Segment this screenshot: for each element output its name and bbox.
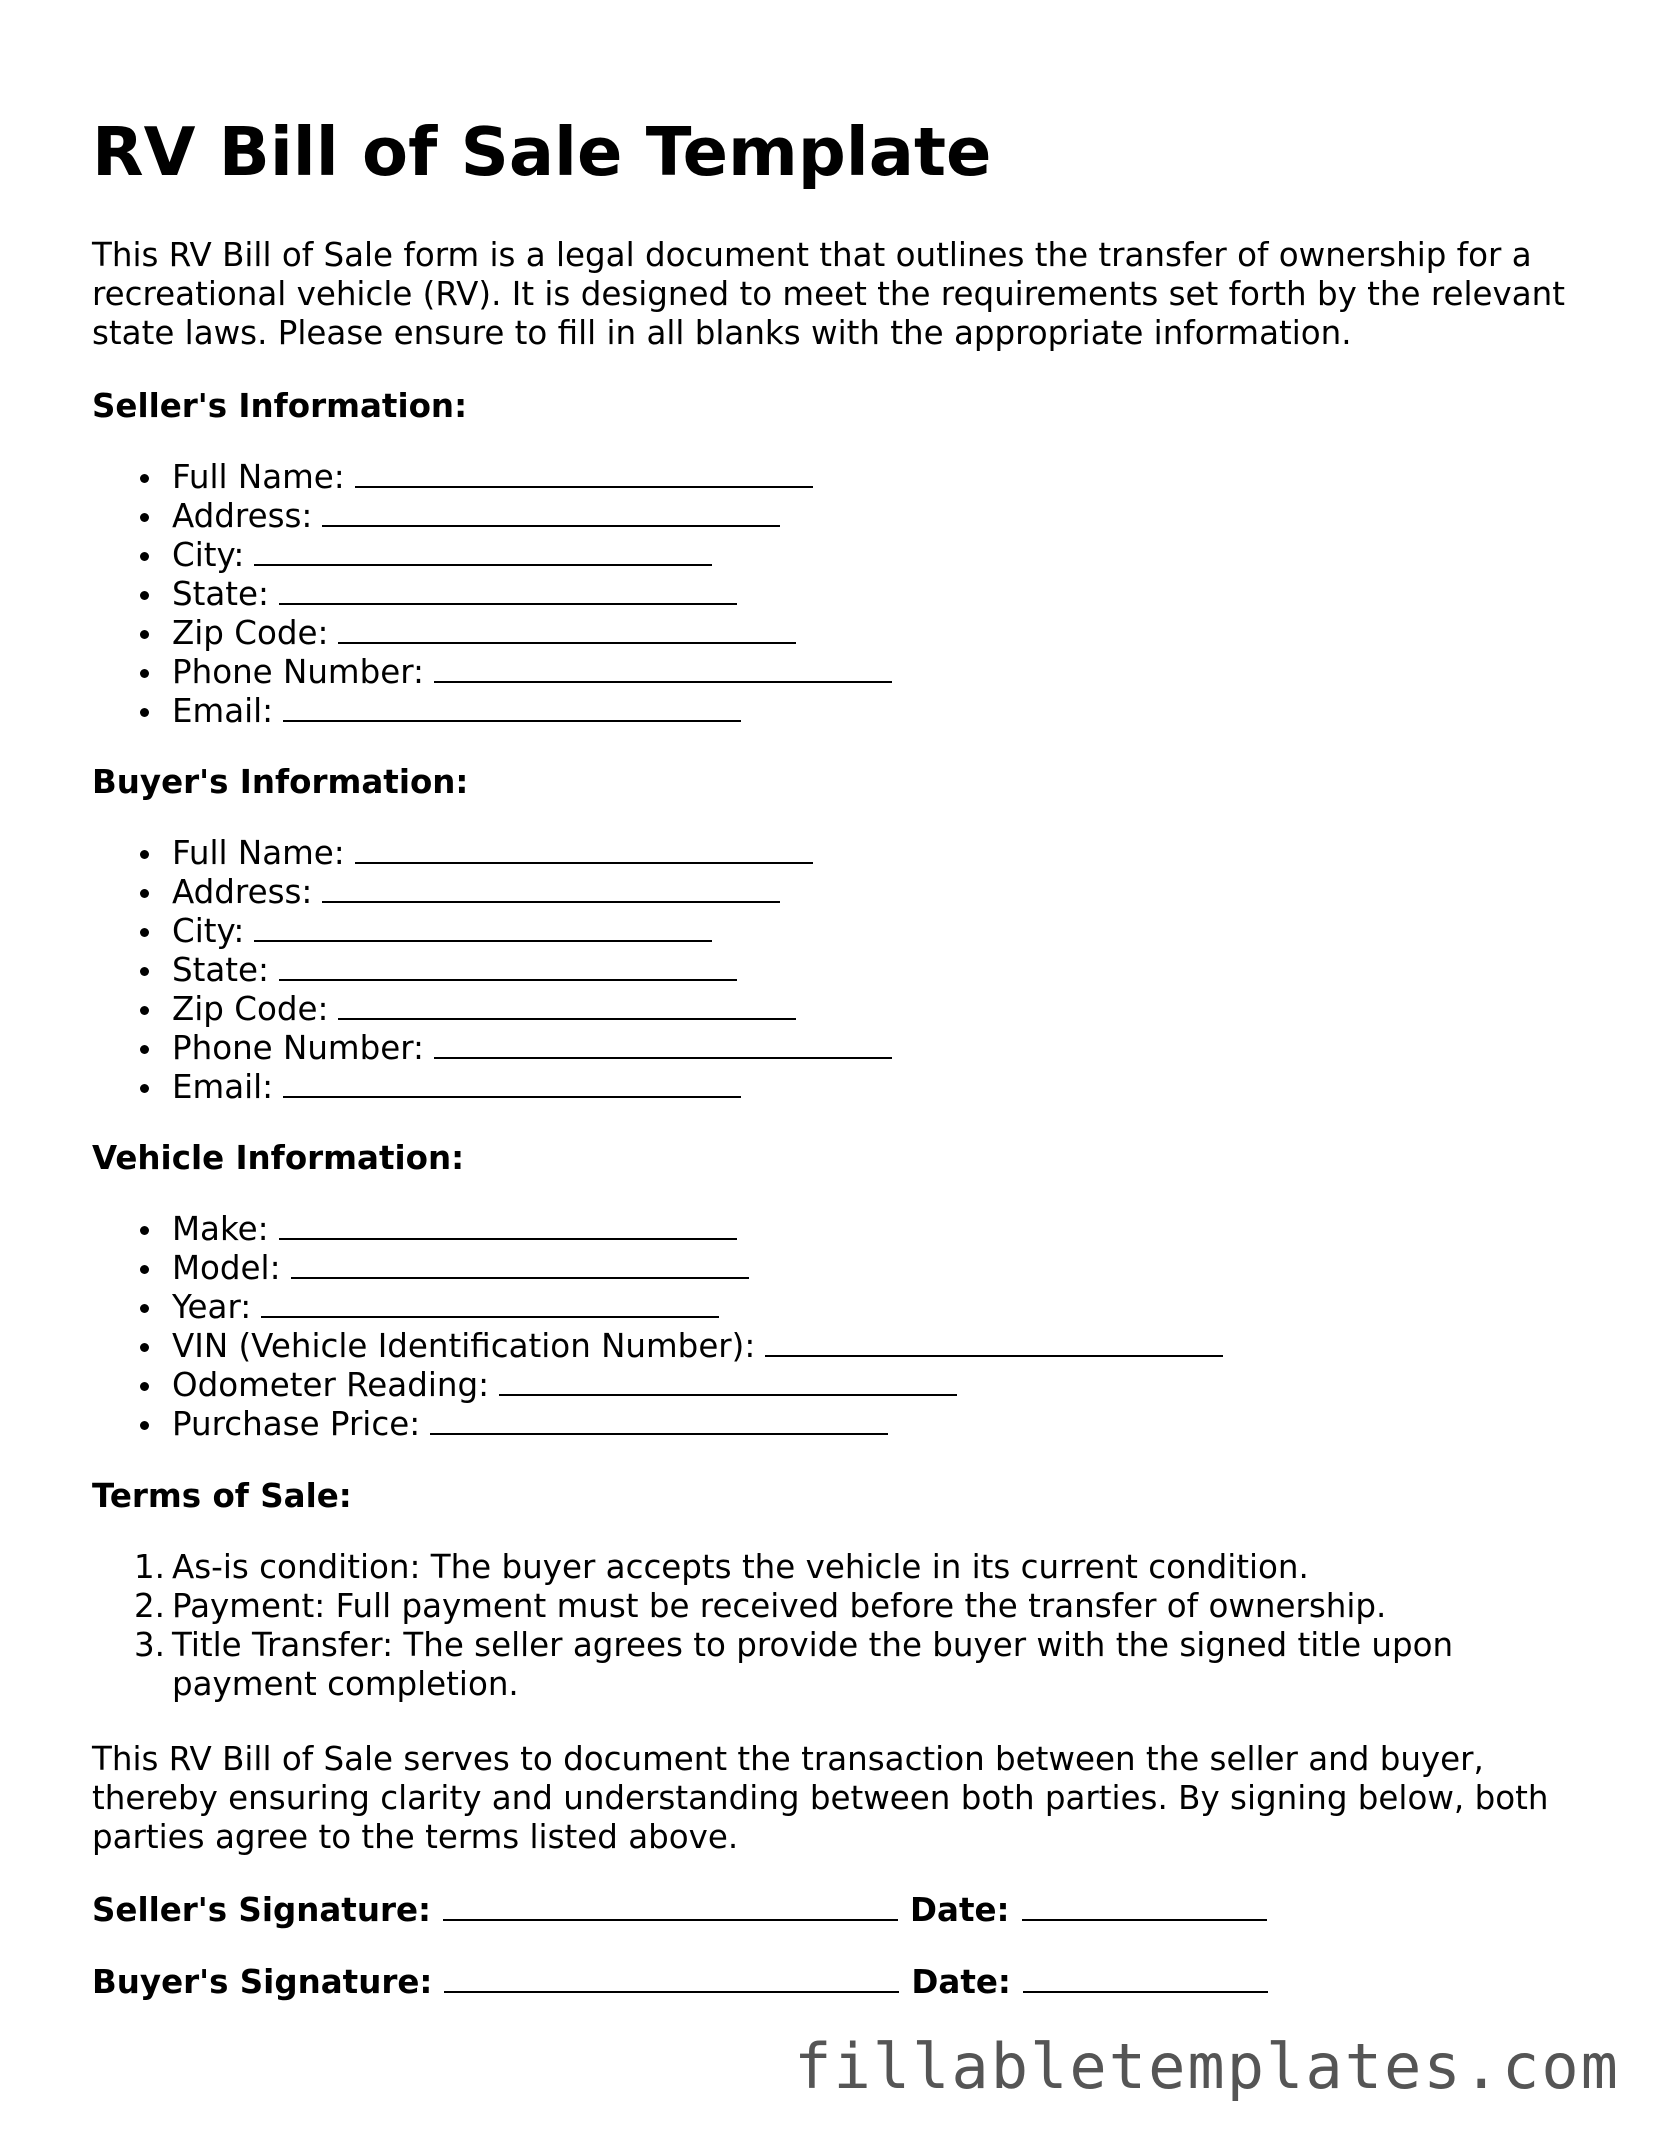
term-item xyxy=(92,1548,1453,1587)
term-text: As-is condition: The buyer accepts the vehicle in its current condition. xyxy=(172,1548,1309,1586)
terms-list xyxy=(92,1548,1453,1704)
vehicle-heading: Vehicle Information: xyxy=(92,1139,465,1177)
term-text: Payment: Full payment must be received before the transfer of ownership. xyxy=(172,1587,1387,1625)
seller-zip-field xyxy=(92,614,892,653)
seller-state-blank[interactable] xyxy=(279,575,737,605)
seller-date-label: Date: xyxy=(910,1891,1010,1929)
buyer-zip-blank[interactable] xyxy=(338,990,796,1020)
term-number: 1. xyxy=(134,1548,166,1586)
buyer-zip-field xyxy=(92,990,892,1029)
field-label: VIN (Vehicle Identification Number): xyxy=(172,1327,756,1365)
field-label: Address: xyxy=(172,497,313,535)
field-label: City: xyxy=(172,912,245,950)
field-label: Email: xyxy=(172,692,274,730)
field-label: Year: xyxy=(172,1288,252,1326)
closing-line: thereby ensuring clarity and understanding between both parties. By signing below, both xyxy=(92,1779,1549,1817)
buyer-email-field xyxy=(92,1068,892,1107)
buyer-signature-row xyxy=(92,1962,1268,2002)
buyer-phone-blank[interactable] xyxy=(434,1029,892,1059)
field-label: State: xyxy=(172,575,269,613)
field-label: Zip Code: xyxy=(172,990,329,1028)
buyer-date-label: Date: xyxy=(911,1963,1011,2001)
seller-city-blank[interactable] xyxy=(254,536,712,566)
field-label: Odometer Reading: xyxy=(172,1366,490,1404)
seller-zip-blank[interactable] xyxy=(338,614,796,644)
term-number: 2. xyxy=(134,1587,166,1625)
buyer-full-name-field xyxy=(92,834,892,873)
field-label: Phone Number: xyxy=(172,653,424,691)
seller-phone-blank[interactable] xyxy=(434,653,892,683)
field-label: Make: xyxy=(172,1210,269,1248)
buyer-address-blank[interactable] xyxy=(322,873,780,903)
term-item xyxy=(92,1626,1453,1704)
term-text: payment completion. xyxy=(172,1665,519,1703)
field-label: City: xyxy=(172,536,245,574)
intro-line: state laws. Please ensure to fill in all blanks with the appropriate information. xyxy=(92,314,1352,352)
buyer-city-blank[interactable] xyxy=(254,912,712,942)
intro-line: recreational vehicle (RV). It is designed to meet the requirements set forth by the relevant xyxy=(92,275,1565,313)
buyer-fields-list xyxy=(92,834,892,1107)
term-text: Title Transfer: The seller agrees to provide the buyer with the signed title upon xyxy=(172,1626,1454,1664)
vehicle-make-blank[interactable] xyxy=(279,1210,737,1240)
page-title: RV Bill of Sale Template xyxy=(92,113,992,191)
closing-line: parties agree to the terms listed above. xyxy=(92,1818,739,1856)
terms-heading: Terms of Sale: xyxy=(92,1477,352,1515)
field-label: Model: xyxy=(172,1249,281,1287)
seller-full-name-field xyxy=(92,458,892,497)
buyer-full-name-blank[interactable] xyxy=(355,834,813,864)
buyer-date-blank[interactable] xyxy=(1023,1963,1268,1993)
vehicle-vin-field xyxy=(92,1327,1223,1366)
buyer-phone-field xyxy=(92,1029,892,1068)
buyer-city-field xyxy=(92,912,892,951)
seller-address-field xyxy=(92,497,892,536)
seller-date-blank[interactable] xyxy=(1022,1891,1267,1921)
buyer-signature-label: Buyer's Signature: xyxy=(92,1963,433,2001)
buyer-heading: Buyer's Information: xyxy=(92,763,469,801)
field-label: State: xyxy=(172,951,269,989)
vehicle-odometer-field xyxy=(92,1366,1223,1405)
field-label: Full Name: xyxy=(172,834,345,872)
vehicle-price-field xyxy=(92,1405,1223,1444)
buyer-state-blank[interactable] xyxy=(279,951,737,981)
site-watermark: fillabletemplates.com xyxy=(794,2030,1620,2103)
vehicle-model-field xyxy=(92,1249,1223,1288)
field-label: Full Name: xyxy=(172,458,345,496)
intro-paragraph xyxy=(92,236,1592,353)
term-item xyxy=(92,1587,1453,1626)
seller-phone-field xyxy=(92,653,892,692)
seller-fields-list xyxy=(92,458,892,731)
seller-signature-label: Seller's Signature: xyxy=(92,1891,432,1929)
buyer-state-field xyxy=(92,951,892,990)
field-label: Purchase Price: xyxy=(172,1405,421,1443)
closing-paragraph xyxy=(92,1740,1592,1857)
field-label: Address: xyxy=(172,873,313,911)
vehicle-year-blank[interactable] xyxy=(261,1288,719,1318)
buyer-email-blank[interactable] xyxy=(283,1068,741,1098)
seller-city-field xyxy=(92,536,892,575)
field-label: Email: xyxy=(172,1068,274,1106)
vehicle-price-blank[interactable] xyxy=(430,1405,888,1435)
field-label: Zip Code: xyxy=(172,614,329,652)
seller-email-field xyxy=(92,692,892,731)
buyer-signature-blank[interactable] xyxy=(444,1963,899,1993)
intro-line: This RV Bill of Sale form is a legal document that outlines the transfer of ownership for a xyxy=(92,236,1532,274)
seller-state-field xyxy=(92,575,892,614)
seller-email-blank[interactable] xyxy=(283,692,741,722)
term-number: 3. xyxy=(134,1626,166,1664)
vehicle-vin-blank[interactable] xyxy=(765,1327,1223,1357)
seller-full-name-blank[interactable] xyxy=(355,458,813,488)
vehicle-year-field xyxy=(92,1288,1223,1327)
seller-signature-row xyxy=(92,1890,1267,1930)
seller-address-blank[interactable] xyxy=(322,497,780,527)
buyer-address-field xyxy=(92,873,892,912)
closing-line: This RV Bill of Sale serves to document the transaction between the seller and buyer, xyxy=(92,1740,1484,1778)
seller-signature-blank[interactable] xyxy=(443,1891,898,1921)
vehicle-model-blank[interactable] xyxy=(291,1249,749,1279)
seller-heading: Seller's Information: xyxy=(92,387,468,425)
vehicle-fields-list xyxy=(92,1210,1223,1444)
field-label: Phone Number: xyxy=(172,1029,424,1067)
vehicle-make-field xyxy=(92,1210,1223,1249)
vehicle-odometer-blank[interactable] xyxy=(499,1366,957,1396)
